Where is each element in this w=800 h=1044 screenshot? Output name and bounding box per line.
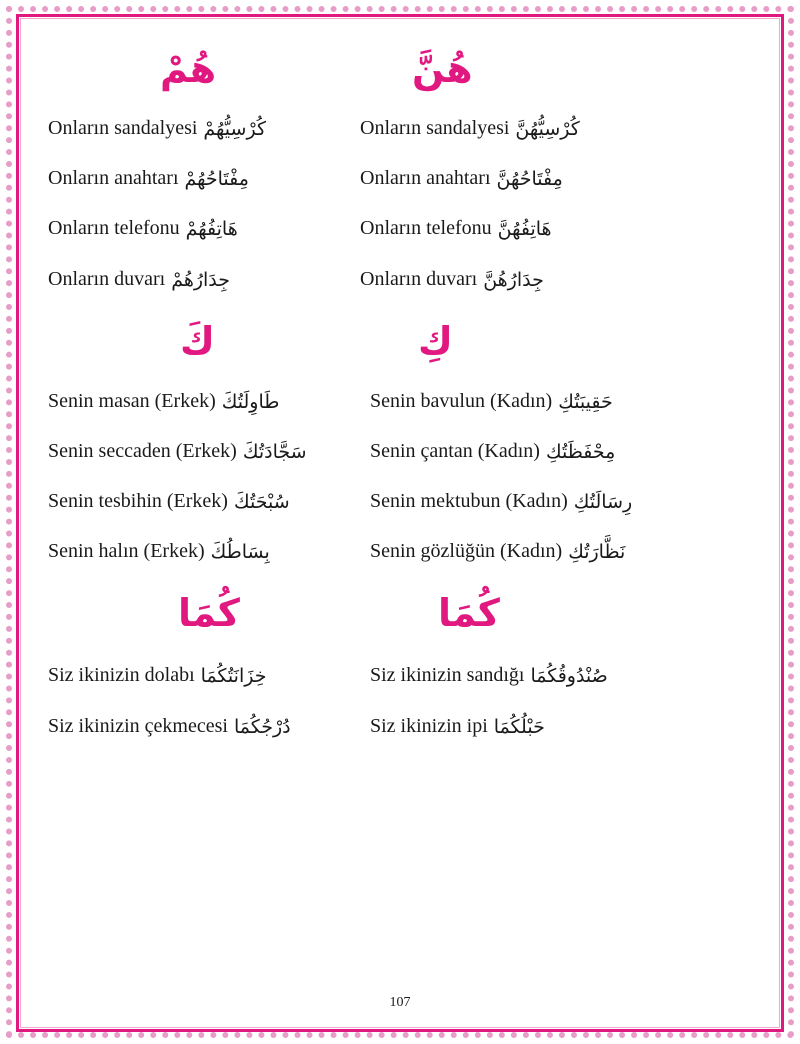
list-item	[370, 540, 625, 563]
arabic-text: طَاوِلَتُكَ	[221, 390, 280, 413]
arabic-text: بِسَاطُكَ	[210, 540, 270, 563]
arabic-text: هَاتِفُهُنَّ	[497, 217, 552, 240]
arabic-text: جِدَارُهُمْ	[171, 268, 231, 291]
arabic-text: خِزَانَتُكُمَا	[200, 664, 267, 687]
list-item	[360, 167, 563, 190]
arabic-text: كُرْسِيُّهُمْ	[203, 117, 266, 140]
heading-kuma-left: كُمَا	[178, 591, 240, 635]
list-item	[370, 664, 608, 687]
arabic-text: سَجَّادَتُكَ	[242, 440, 307, 463]
turkish-text: Onların duvarı	[360, 268, 478, 290]
list-item	[370, 390, 613, 413]
list-item	[370, 440, 615, 463]
turkish-text: Onların telefonu	[48, 217, 180, 239]
arabic-text: هَاتِفُهُمْ	[185, 217, 238, 240]
list-item	[370, 490, 632, 513]
list-item	[48, 440, 307, 463]
arabic-text: مِحْفَظَتُكِ	[545, 440, 616, 463]
list-item	[48, 490, 290, 513]
turkish-text: Siz ikinizin ipi	[370, 715, 488, 737]
heading-hum: هُمْ	[160, 47, 217, 91]
turkish-text: Onların telefonu	[360, 217, 492, 239]
turkish-text: Senin gözlüğün (Kadın)	[370, 540, 563, 562]
list-item	[48, 715, 291, 738]
arabic-text: نَظَّارَتُكِ	[568, 540, 626, 563]
list-item	[48, 217, 238, 240]
arabic-text: دُرْجُكُمَا	[233, 715, 291, 738]
heading-ka: كَ	[180, 319, 215, 363]
turkish-text: Onların anahtarı	[360, 167, 491, 189]
turkish-text: Onların anahtarı	[48, 167, 179, 189]
arabic-text: حَبْلُكُمَا	[493, 715, 545, 738]
turkish-text: Senin halın (Erkek)	[48, 540, 205, 562]
arabic-text: صُنْدُوقُكُمَا	[530, 664, 608, 687]
turkish-text: Onların sandalyesi	[48, 117, 198, 139]
turkish-text: Senin bavulun (Kadın)	[370, 390, 553, 412]
list-item	[48, 540, 270, 563]
list-item	[370, 715, 545, 738]
list-item	[360, 217, 552, 240]
turkish-text: Siz ikinizin sandığı	[370, 664, 525, 686]
arabic-text: سُبْحَتُكَ	[233, 490, 290, 513]
heading-kuma-right: كُمَا	[438, 591, 500, 635]
list-item	[360, 268, 544, 291]
arabic-text: رِسَالَتُكِ	[573, 490, 633, 513]
heading-hunna: هُنَّ	[412, 47, 473, 91]
arabic-text: حَقِيبَتُكِ	[558, 390, 613, 413]
turkish-text: Onların sandalyesi	[360, 117, 510, 139]
turkish-text: Siz ikinizin dolabı	[48, 664, 195, 686]
arabic-text: كُرْسِيُّهُنَّ	[515, 117, 580, 140]
arabic-text: جِدَارُهُنَّ	[483, 268, 544, 291]
arabic-text: مِفْتَاحُهُمْ	[184, 167, 249, 190]
turkish-text: Senin masan (Erkek)	[48, 390, 216, 412]
heading-ki: كِ	[418, 319, 453, 363]
list-item	[48, 390, 279, 413]
list-item	[48, 167, 249, 190]
turkish-text: Senin tesbihin (Erkek)	[48, 490, 228, 512]
list-item	[360, 117, 580, 140]
turkish-text: Senin çantan (Kadın)	[370, 440, 540, 462]
arabic-text: مِفْتَاحُهُنَّ	[496, 167, 563, 190]
page-number: 107	[389, 995, 411, 1010]
turkish-text: Onların duvarı	[48, 268, 166, 290]
turkish-text: Senin mektubun (Kadın)	[370, 490, 568, 512]
list-item	[48, 268, 230, 291]
turkish-text: Siz ikinizin çekmecesi	[48, 715, 228, 737]
turkish-text: Senin seccaden (Erkek)	[48, 440, 237, 462]
list-item	[48, 117, 266, 140]
list-item	[48, 664, 266, 687]
